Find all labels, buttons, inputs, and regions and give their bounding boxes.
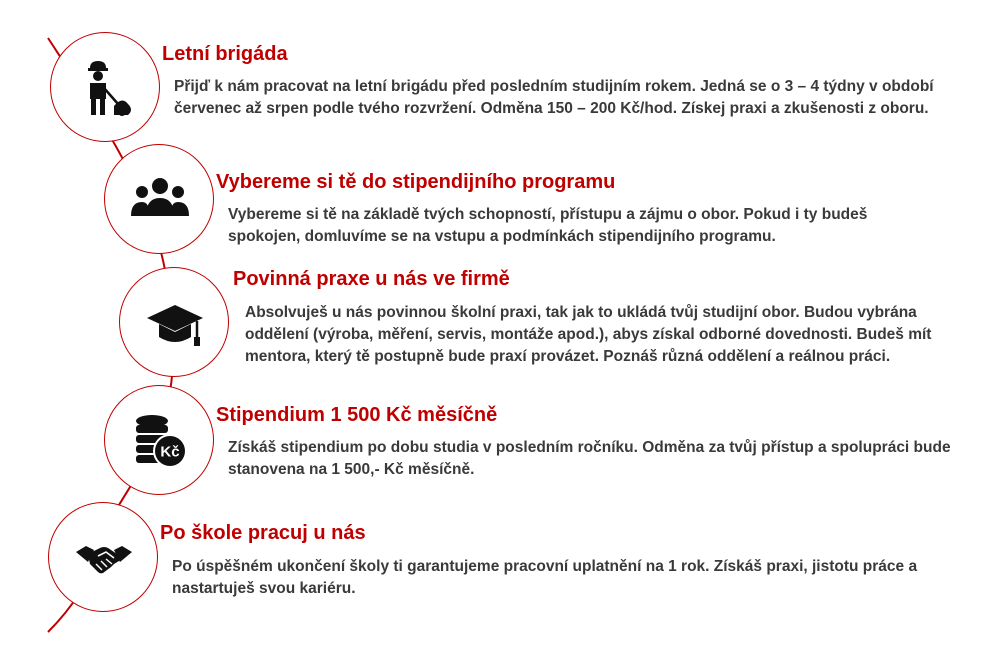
group-people-icon [130, 170, 190, 230]
step-3-title: Povinná praxe u nás ve firmě [233, 268, 510, 290]
step-1-text: Přijď k nám pracovat na letní brigádu před posledním studijním rokem. Jedná se o 3 – 4 týdny v období červenec až srpen podle tvého rozvržení. Odměna 150 – 200 Kč/hod. Získej praxi a zkušenosti z oboru. [174, 78, 934, 117]
step-5-circle [48, 502, 158, 612]
step-2-title: Vybereme si tě do stipendijního programu [216, 171, 616, 193]
step-5-text: Po úspěšném ukončení školy ti garantujeme pracovní uplatnění na 1 rok. Získáš praxi, jistotu práce a nastartuješ svou kariéru. [172, 558, 918, 597]
step-4-title: Stipendium 1 500 Kč měsíčně [216, 404, 498, 426]
step-4-circle [104, 385, 214, 495]
step-2-circle [104, 144, 214, 254]
step-5-title: Po škole pracuj u nás [160, 522, 366, 544]
step-3-circle [119, 267, 229, 377]
handshake-icon [74, 528, 134, 588]
graduation-cap-icon [145, 293, 205, 353]
step-3-text: Absolvuješ u nás povinnou školní praxi, tak jak to ukládá tvůj studijní obor. Budou vybrána oddělení (výroba, měření, servis, montáže apod.), abys získal odborné dovednosti. Budeš mít mentora, který tě postupně bude praxí provázet. Poznáš různá oddělení a reálnou práci. [245, 304, 932, 365]
step-1-circle [50, 32, 160, 142]
step-1-title: Letní brigáda [162, 43, 288, 65]
step-4-text: Získáš stipendium po dobu studia v posledním ročníku. Odměna za tvůj přístup a spolupráci bude stanovena na 1 500,- Kč měsíčně. [228, 439, 951, 478]
coin-currency-label: Kč [160, 443, 180, 461]
step-2-text: Vybereme si tě na základě tvých schopností, přístupu a zájmu o obor. Pokud i ty budeš spokojen, domluvíme se na vstupu a podmínkách stipendijního programu. [228, 206, 868, 245]
worker-shovel-icon [76, 58, 136, 118]
coins-kc-icon [130, 411, 190, 471]
